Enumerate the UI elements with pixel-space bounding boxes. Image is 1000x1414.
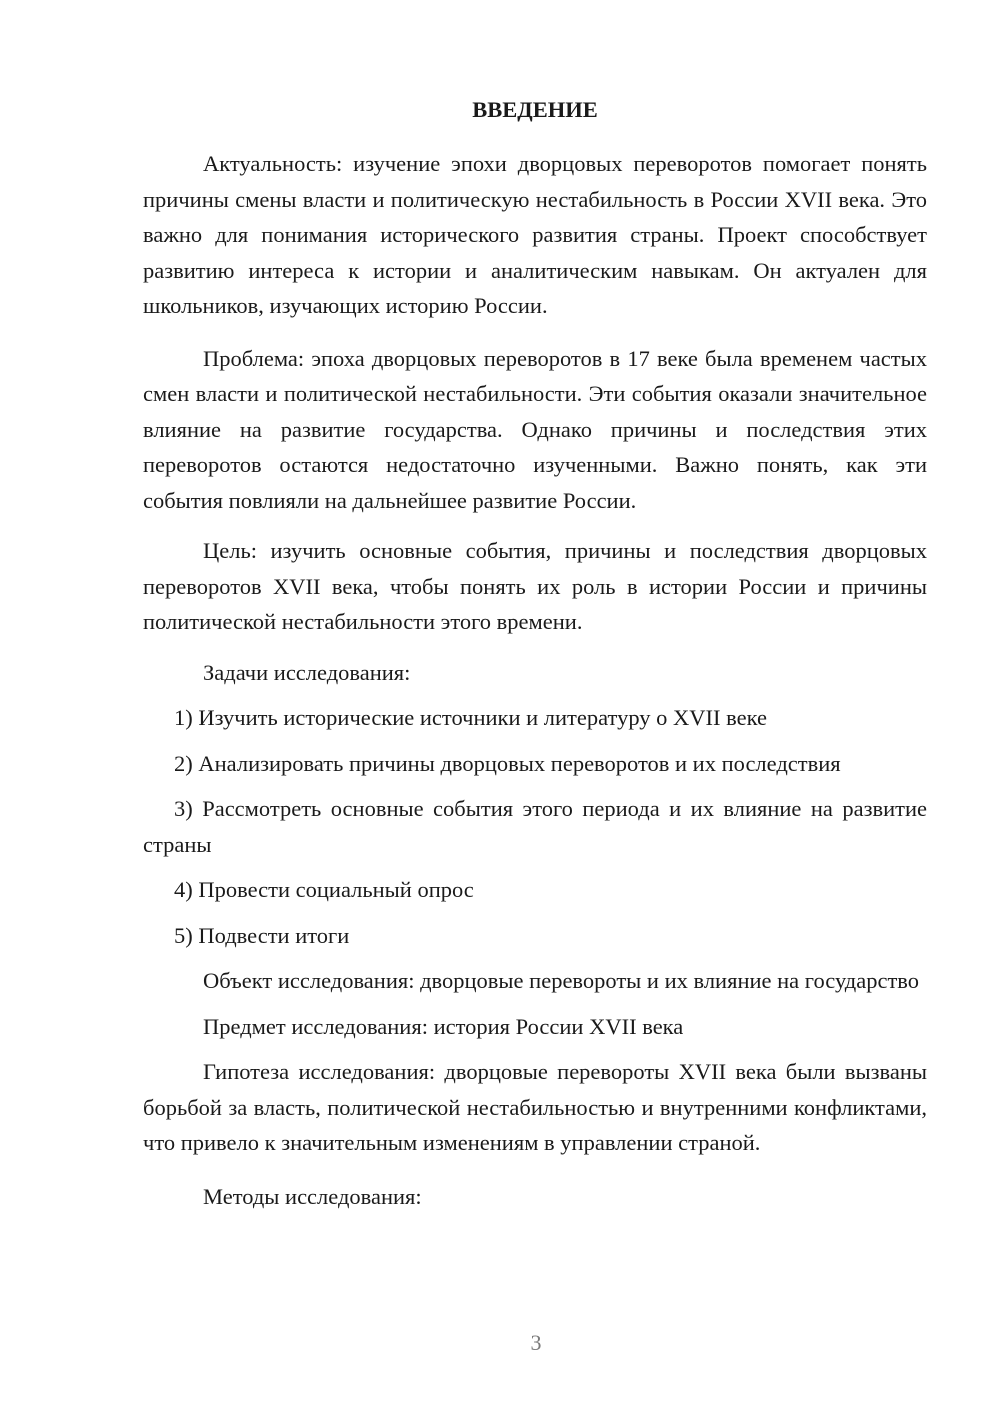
methods-heading: Методы исследования: — [203, 1183, 422, 1209]
goal-paragraph: Цель: изучить основные события, причины и последствия дворцовых переворотов XVII века, чтобы понять их роль в истории России и причины политической нестабильности этого времени. — [143, 538, 927, 634]
section-title: ВВЕДЕНИЕ — [472, 97, 598, 122]
document-page — [143, 92, 927, 1214]
list-item: 4) Провести социальный опрос — [174, 877, 474, 902]
problem-paragraph: Проблема: эпоха дворцовых переворотов в 17 веке была временем частых смен власти и политической нестабильности. Эти события оказали значительное влияние на развитие государства. Однако причины и последствия этих переворотов остаются недостаточно изученными. Важно понять, как эти события повлияли на дальнейшее развитие России. — [143, 345, 927, 513]
page-number: 3 — [530, 1330, 542, 1355]
object-paragraph: Объект исследования: дворцовые перевороты и их влияние на государство — [203, 968, 920, 993]
list-item: 2) Анализировать причины дворцовых переворотов и их последствия — [174, 750, 841, 776]
tasks-list — [143, 700, 927, 953]
tasks-heading: Задачи исследования: — [203, 659, 411, 685]
list-item: 1) Изучить исторические источники и литературу о XVII веке — [174, 705, 767, 730]
relevance-paragraph: Актуальность: изучение эпохи дворцовых переворотов помогает понять причины смены власти и политическую нестабильность в России XVII века. Это важно для понимания исторического развития страны. Проект способствует развитию интереса к истории и аналитическим навыкам. Он актуален для школьников, изучающих историю России. — [143, 151, 927, 318]
list-item: 5) Подвести итоги — [174, 922, 350, 948]
subject-paragraph: Предмет исследования: история России XVII века — [203, 1013, 684, 1039]
list-item: 3) Рассмотреть основные события этого периода и их влияние на развитие страны — [143, 796, 927, 857]
hypothesis-paragraph: Гипотеза исследования: дворцовые перевороты XVII века были вызваны борьбой за власть, политической нестабильностью и внутренними конфликтами, что привело к значительным изменениям в управлении страной. — [143, 1059, 927, 1155]
